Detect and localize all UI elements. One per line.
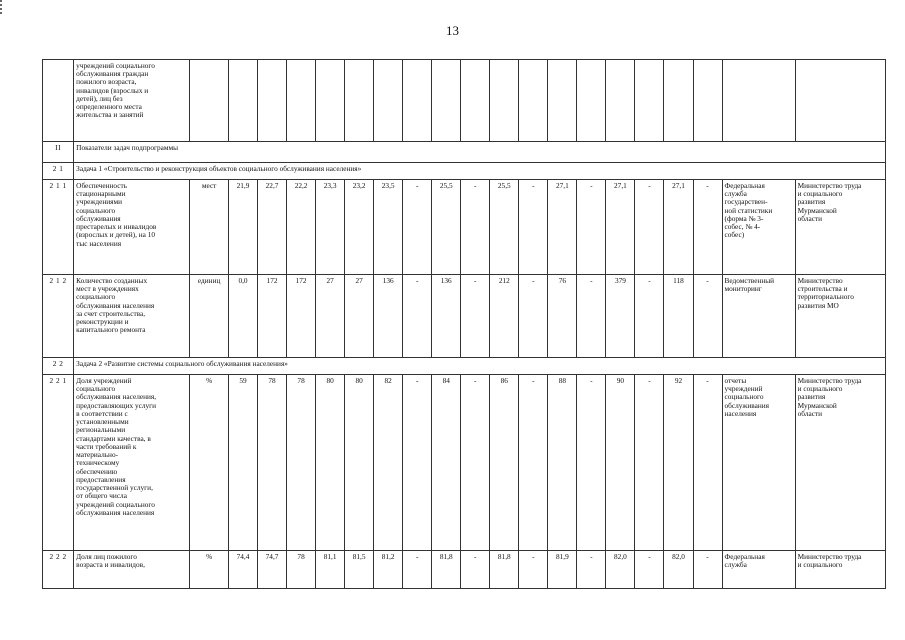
value-cell: 22,2 (287, 180, 316, 275)
table-row (43, 551, 886, 589)
task-title: Задача 2 «Развитие системы социального обслуживания населения» (74, 358, 886, 375)
value-cell: 27,1 (664, 180, 693, 275)
section-row (43, 142, 886, 163)
value-cell: 80 (316, 375, 345, 551)
row-number: 2 2 2 (43, 551, 74, 589)
value-cell: 25,5 (490, 180, 519, 275)
value-cell: - (403, 275, 432, 358)
value-cell: - (519, 275, 548, 358)
value-cell: 82,0 (606, 551, 635, 589)
task-number: 2 1 (43, 163, 74, 180)
value-cell: 81,5 (345, 551, 374, 589)
value-cell: 82,0 (664, 551, 693, 589)
value-cell: - (461, 180, 490, 275)
row-number: 2 2 1 (43, 375, 74, 551)
value-cell: 118 (664, 275, 693, 358)
responsible-cell: Министерство труда и социального развития Мурманской области (795, 180, 885, 275)
row-number: 2 1 1 (43, 180, 74, 275)
table-row (43, 180, 886, 275)
indicator-name: Доля лиц пожилого возраста и инвалидов, (74, 551, 190, 589)
value-cell: 21,9 (229, 180, 258, 275)
responsible-cell: Министерство труда и социального (795, 551, 885, 589)
value-cell: 23,3 (316, 180, 345, 275)
section-title: Показатели задач подпрограммы (74, 142, 886, 163)
value-cell: 23,5 (374, 180, 403, 275)
value-cell: 0,0 (229, 275, 258, 358)
source-cell: Федеральная служба (722, 551, 795, 589)
row-number: 2 1 2 (43, 275, 74, 358)
value-cell: 379 (606, 275, 635, 358)
value-cell: 172 (287, 275, 316, 358)
value-cell: - (461, 275, 490, 358)
table-row (43, 375, 886, 551)
value-cell: 23,2 (345, 180, 374, 275)
task-title: Задача 1 «Строительство и реконструкция объектов социального обслуживания населения» (74, 163, 886, 180)
value-cell: 82 (374, 375, 403, 551)
scan-mark (0, 0, 5, 14)
value-cell: 22,7 (258, 180, 287, 275)
value-cell: - (635, 551, 664, 589)
value-cell: - (577, 375, 606, 551)
indicators-table (42, 59, 886, 589)
value-cell: 27,1 (606, 180, 635, 275)
indicator-name: Количество созданных мест в учреждениях социального обслуживания населения за счет строительства, реконструкции и капитального ремонта (74, 275, 190, 358)
value-cell: - (403, 551, 432, 589)
value-cell: - (519, 551, 548, 589)
unit-cell: единиц (190, 275, 229, 358)
value-cell: 81,2 (374, 551, 403, 589)
value-cell: - (577, 275, 606, 358)
section-number: II (43, 142, 74, 163)
table-row (43, 275, 886, 358)
unit-cell: % (190, 375, 229, 551)
value-cell: - (461, 551, 490, 589)
value-cell: 172 (258, 275, 287, 358)
task-row (43, 163, 886, 180)
table-row (43, 60, 886, 142)
source-cell: Федеральная служба государствен- ной статистики (форма № 3- собес, № 4- собес) (722, 180, 795, 275)
source-cell: отчеты учреждений социального обслуживания населения (722, 375, 795, 551)
value-cell: - (519, 180, 548, 275)
value-cell: 78 (258, 375, 287, 551)
value-cell: 74,7 (258, 551, 287, 589)
value-cell: 92 (664, 375, 693, 551)
value-cell: 59 (229, 375, 258, 551)
value-cell: 78 (287, 551, 316, 589)
value-cell: 80 (345, 375, 374, 551)
responsible-cell: Министерство труда и социального развития Мурманской области (795, 375, 885, 551)
value-cell: 81,8 (490, 551, 519, 589)
responsible-cell: Министерство строительства и территориального развития МО (795, 275, 885, 358)
page-number: 13 (446, 23, 459, 38)
value-cell: 81,9 (548, 551, 577, 589)
value-cell: - (403, 375, 432, 551)
value-cell: 88 (548, 375, 577, 551)
value-cell: 27 (316, 275, 345, 358)
value-cell: 136 (432, 275, 461, 358)
indicator-name-fragment: учреждений социального обслуживания граждан пожилого возраста, инвалидов (взрослых и детей), лиц без определенного места жительства и занятий (74, 60, 190, 142)
value-cell: 90 (606, 375, 635, 551)
value-cell: - (461, 375, 490, 551)
value-cell: - (577, 551, 606, 589)
value-cell: 86 (490, 375, 519, 551)
task-row (43, 358, 886, 375)
value-cell: - (693, 275, 722, 358)
value-cell: 27 (345, 275, 374, 358)
value-cell: 84 (432, 375, 461, 551)
value-cell: - (635, 180, 664, 275)
value-cell: - (693, 551, 722, 589)
value-cell: - (577, 180, 606, 275)
value-cell: - (635, 275, 664, 358)
value-cell: 81,8 (432, 551, 461, 589)
value-cell: 27,1 (548, 180, 577, 275)
value-cell: 136 (374, 275, 403, 358)
value-cell: 212 (490, 275, 519, 358)
value-cell: - (403, 180, 432, 275)
value-cell: - (693, 180, 722, 275)
value-cell: 74,4 (229, 551, 258, 589)
value-cell: 78 (287, 375, 316, 551)
value-cell: 25,5 (432, 180, 461, 275)
value-cell: - (693, 375, 722, 551)
value-cell: - (635, 375, 664, 551)
value-cell: 76 (548, 275, 577, 358)
indicator-name: Обеспеченность стационарными учреждениями социального обслуживания престарелых и инвалидов (взрослых и детей), на 10 тыс населения (74, 180, 190, 275)
unit-cell: % (190, 551, 229, 589)
indicator-name: Доля учреждений социального обслуживания населения, предоставляющих услуги в соответствии с установленными региональными стандартами качества, в части требований к материально- техническому обеспечению предоставления государственной услуги, от общего числа учреждений социального обслуживания населения (74, 375, 190, 551)
unit-cell: мест (190, 180, 229, 275)
source-cell: Ведомственный мониторинг (722, 275, 795, 358)
task-number: 2 2 (43, 358, 74, 375)
value-cell: - (519, 375, 548, 551)
value-cell: 81,1 (316, 551, 345, 589)
